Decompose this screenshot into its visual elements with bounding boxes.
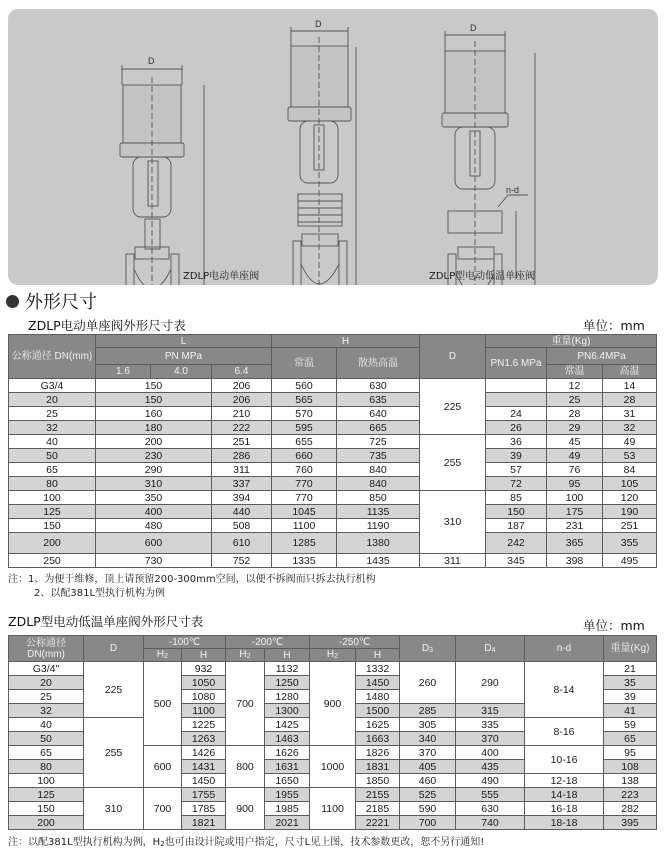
col-w-pn16: PN1.6 MPa	[486, 348, 547, 379]
col-D3: $D_3$	[400, 636, 456, 662]
table-row: 150 1785 1985 2185 590 630 16-18 282	[9, 802, 657, 816]
col-w-pn64: PN6.4MPa	[547, 348, 657, 365]
table-row: 125 400 440 1045 1135 150 175 190	[9, 505, 657, 519]
col-nd: n-d	[525, 636, 604, 662]
table-row: 250 730 752 1335 1435 311 345 398 495	[9, 554, 657, 568]
table-row: 25 160 210 570 640 24 28 31	[9, 407, 657, 421]
table-row: G3/4" 225 500 932 700 1132 900 1332 260 290 8-14 21	[9, 662, 657, 676]
table1-note-1: 注：1、为便于维修，顶上请预留200-300mm空间，以便不拆阀而只拆去执行机构	[8, 574, 376, 585]
dim-label-d1: D	[148, 56, 155, 66]
col-w-normal: 常温	[547, 365, 603, 379]
table-row: 32 1100 1300 1500 285 315 41	[9, 704, 657, 718]
col-h2-200: $H_2$	[226, 649, 265, 662]
section-title-text: 外形尺寸	[25, 292, 97, 313]
col-L: L	[96, 335, 272, 348]
table-row: 50 1263 1463 1663 340 370 65	[9, 732, 657, 746]
dim-label-d2: D	[315, 19, 322, 29]
valve-drawings	[8, 9, 658, 285]
table1-unit: 单位：mm	[583, 318, 645, 333]
col-h-100: H	[182, 649, 226, 662]
table1	[8, 334, 657, 568]
table-row: 125 310 700 1755 900 1955 1100 2155 525 555 14-18 223	[9, 788, 657, 802]
table-row: 40 200 251 655 725 255 36 45 49	[9, 435, 657, 449]
caption-zdlp-low-temp: ZDLP型电动低温单座阀	[429, 271, 536, 282]
section-title	[6, 288, 97, 314]
col-dn: 公称通径 DN(mm)	[9, 636, 84, 662]
table2-note: 注：以配381L型执行机构为例，$H_2$也可由设计院或用户指定，尺寸L见上图，技术参数更改，恕不另行通知!	[8, 837, 485, 848]
valve-3-drawing	[442, 31, 535, 285]
col-H: H	[272, 335, 420, 348]
col-h2-100: $H_2$	[144, 649, 182, 662]
table1-note-2: 2、以配381L型执行机构为例	[34, 588, 166, 599]
col-h-200: H	[265, 649, 310, 662]
table-row: 150 480 508 1100 1190 187 231 251	[9, 519, 657, 533]
table-row: 50 230 286 660 735 39 49 53	[9, 449, 657, 463]
col-weight: 重量(Kg)	[486, 335, 657, 348]
table1-title: ZDLP电动单座阀外形尺寸表	[28, 318, 186, 333]
table-row: 200 1821 2021 2221 700 740 18-18 395	[9, 816, 657, 830]
table-row: G3/4 150 206 560 630 225 12 14	[9, 379, 657, 393]
table-row: 80 1431 1631 1831 405 435 108	[9, 760, 657, 774]
table2-unit: 单位：mm	[583, 618, 645, 633]
table-row: 100 350 394 770 850 310 85 100 120	[9, 491, 657, 505]
table-row: 100 1450 1650 1850 460 490 12-18 138	[9, 774, 657, 788]
table-row: 20 1050 1250 1450 35	[9, 676, 657, 690]
col-h2-250: $H_2$	[310, 649, 356, 662]
col-D: D	[84, 636, 144, 662]
col-D: D	[420, 335, 486, 379]
valve-2-drawing	[288, 27, 356, 285]
col-l-40: 4.0	[151, 365, 212, 379]
col-l-64: 6.4	[212, 365, 272, 379]
table-row: 20 150 206 565 635 25 28	[9, 393, 657, 407]
col-w-high: 高温	[603, 365, 657, 379]
table2	[8, 635, 657, 830]
col-pn-mpa: PN MPa	[96, 348, 272, 365]
col-l-16: 1.6	[96, 365, 151, 379]
table-row: 80 310 337 770 840 72 95 105	[9, 477, 657, 491]
col-h-heat: 散热高温	[337, 348, 420, 379]
table-row: 65 290 311 760 840 57 76 84	[9, 463, 657, 477]
col-h-normal: 常温	[272, 348, 337, 379]
table-row: 40 255 1225 1425 1625 305 335 8-16 59	[9, 718, 657, 732]
col-h-250: H	[356, 649, 400, 662]
col-t250: -250℃	[310, 636, 400, 649]
valve-drawings-panel	[8, 9, 658, 285]
col-t200: -200℃	[226, 636, 310, 649]
table-row: 65 600 1426 800 1626 1000 1826 370 400 10-16 95	[9, 746, 657, 760]
col-D4: $D_4$	[456, 636, 525, 662]
bullet-icon	[6, 295, 19, 308]
col-weight: 重量(Kg)	[604, 636, 657, 662]
table-row: 200 600 610 1285 1380 242 365 355	[9, 533, 657, 554]
table-row: 25 1080 1280 1480 39	[9, 690, 657, 704]
valve-1-drawing	[120, 65, 204, 285]
dim-label-nd: n-d	[506, 185, 520, 195]
table2-title: ZDLP型电动低温单座阀外形尺寸表	[8, 614, 204, 629]
col-dn: 公称通径 DN(mm)	[9, 335, 96, 379]
col-t100: -100℃	[144, 636, 226, 649]
table-row: 32 180 222 595 665 26 29 32	[9, 421, 657, 435]
dim-label-d3: D	[470, 23, 477, 33]
caption-zdlp-single-seat: ZDLP电动单座阀	[183, 271, 260, 282]
